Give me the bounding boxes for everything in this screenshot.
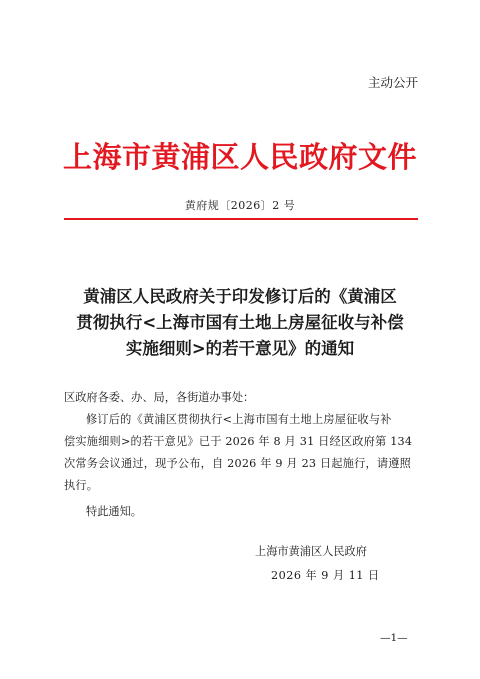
- body-line-2: 偿实施细则>的若干意见》已于 2026 年 8 月 31 日经区政府第 134: [64, 435, 413, 448]
- document-number: 黄府规〔2026〕2 号: [184, 199, 296, 212]
- title-line-3: 实施细则>的若干意见》的通知: [125, 339, 355, 358]
- signature-date: 2026 年 9 月 11 日: [271, 569, 380, 582]
- body-line-4: 执行。: [64, 479, 99, 492]
- disclosure-label: 主动公开: [367, 75, 418, 90]
- title-line-2: 贯彻执行<上海市国有土地上房屋征收与补偿: [76, 313, 404, 332]
- document-title: [50, 284, 430, 362]
- body-line-3: 次常务会议通过，现予公布，自 2026 年 9 月 23 日起施行，请遵照: [64, 457, 412, 470]
- body-paragraph: [64, 409, 424, 497]
- document-masthead: 上海市黄浦区人民政府文件: [62, 140, 417, 174]
- red-divider-line: [64, 218, 418, 220]
- signature-organization: 上海市黄浦区人民政府: [255, 545, 367, 558]
- title-line-1: 黄浦区人民政府关于印发修订后的《黄浦区: [83, 287, 397, 306]
- body-line-1: 修订后的《黄浦区贯彻执行<上海市国有土地上房屋征收与补: [86, 413, 392, 426]
- salutation: 区政府各委、办、局，各街道办事处：: [64, 391, 255, 404]
- closing-remark: 特此通知。: [86, 505, 142, 518]
- page-number: —1—: [380, 632, 408, 644]
